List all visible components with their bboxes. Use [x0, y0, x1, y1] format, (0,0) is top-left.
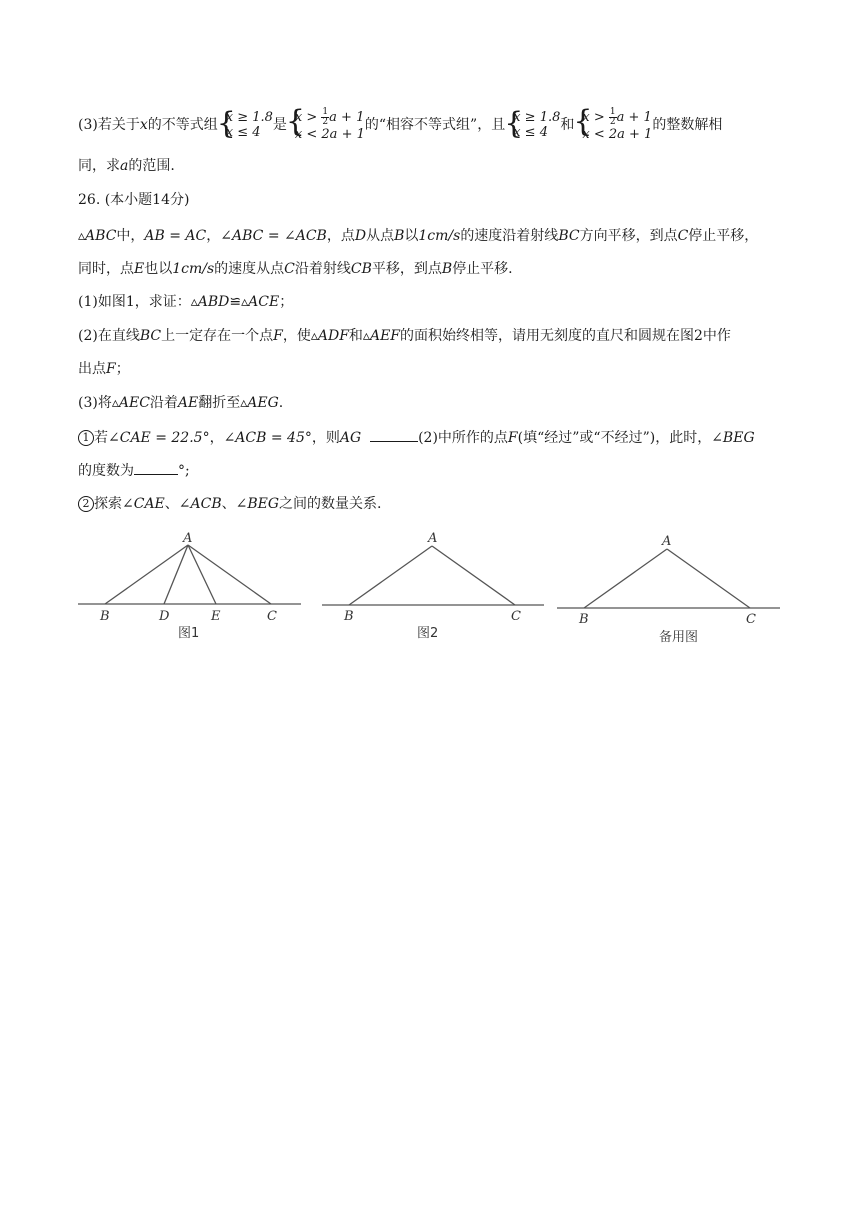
text: ，使▵	[282, 328, 318, 344]
math: ABD	[197, 294, 230, 310]
math: E	[134, 261, 145, 277]
math: AB = AC	[144, 228, 207, 244]
sys-row: x < 2a + 1	[582, 127, 653, 142]
text: 方向平移，到点	[579, 228, 678, 244]
text: 的不等式组	[147, 117, 218, 133]
text: ，	[209, 430, 224, 446]
math: AE	[177, 395, 199, 411]
math: 1cm/s	[172, 261, 215, 277]
text: ▵	[78, 228, 86, 244]
math: ∠ACB = 45°	[223, 430, 312, 446]
fig2-label-c: C	[511, 609, 521, 624]
text: (2)在直线	[78, 328, 140, 344]
sys-row: x ≤ 4	[225, 125, 261, 140]
text: ，则	[311, 430, 340, 446]
text: 同时，点	[78, 261, 134, 277]
math: 1cm/s	[418, 228, 461, 244]
fig3-segment-ab	[584, 549, 667, 608]
text: ≌▵	[229, 294, 249, 310]
text: 停止平移，	[688, 228, 759, 244]
text: 上一定存在一个点	[161, 328, 274, 344]
text: ；	[115, 361, 130, 377]
frac-num: 1	[609, 107, 616, 117]
math: AG	[339, 430, 362, 446]
text: 中，	[116, 228, 145, 244]
math: F	[106, 361, 116, 377]
math: F	[507, 430, 518, 446]
math: ACE	[248, 294, 280, 310]
text: 从点	[366, 228, 395, 244]
text: °;	[178, 463, 190, 479]
math: D	[354, 228, 367, 244]
fig3-segment-ac	[667, 549, 750, 608]
question-number: 26. (本小题14分)	[78, 192, 190, 208]
text: (2)中所作的点	[418, 430, 508, 446]
fig2-segment-ab	[349, 546, 432, 605]
text: 的速度沿着射线	[460, 228, 559, 244]
text: 的速度从点	[214, 261, 285, 277]
fig3-caption: 备用图	[659, 630, 699, 645]
fig2-caption: 图2	[417, 626, 439, 641]
text: 的“相容不等式组”，且	[364, 117, 506, 133]
text: 探索	[94, 496, 122, 512]
text: 沿着射线	[294, 261, 351, 277]
math: ABC	[85, 228, 117, 244]
math: BC	[558, 228, 580, 244]
text: ；	[279, 294, 294, 310]
text: (3)若关于	[78, 117, 140, 133]
text: 同，求	[78, 158, 120, 174]
text: 、	[221, 496, 236, 512]
sys-row: { x ≥ 1.8	[225, 110, 273, 125]
text: 停止平移.	[452, 261, 513, 277]
fig3-label-a: A	[662, 534, 672, 549]
text: 和▵	[348, 328, 370, 344]
text: 也以	[144, 261, 173, 277]
math: C	[284, 261, 295, 277]
frac-den: 2	[322, 117, 329, 127]
math: ∠BEG	[235, 496, 280, 512]
math: AEG	[247, 395, 279, 411]
text: .	[278, 395, 284, 411]
math: B	[441, 261, 453, 277]
text: 的度数为	[78, 463, 134, 479]
text: 翻折至▵	[198, 395, 248, 411]
text: 出点	[78, 361, 106, 377]
fig1-caption: 图1	[178, 626, 200, 641]
var-x: x	[139, 117, 148, 133]
fig1-label-d: D	[159, 609, 170, 624]
sys-row-part: x >	[582, 110, 609, 125]
fig2-segment-ac	[432, 546, 515, 605]
fig1-label-c: C	[267, 609, 277, 624]
fig1-label-a: A	[183, 531, 193, 546]
fig2-label-a: A	[428, 531, 438, 546]
fig1-segment-ac	[188, 545, 271, 604]
text: 是	[272, 117, 287, 133]
math: B	[394, 228, 405, 244]
fig3-label-c: C	[746, 612, 756, 627]
text: 以	[404, 228, 419, 244]
text: (填“经过”或“不经过”)，此时，	[517, 430, 712, 446]
text: 之间的数量关系.	[279, 496, 382, 512]
text: 的面积始终相等，请用无刻度的直尺和圆规在图2中作	[400, 328, 731, 344]
text: ，点	[326, 228, 355, 244]
math: ∠ABC = ∠ACB	[220, 228, 327, 244]
circled-number: 2	[78, 496, 94, 512]
frac-den: 2	[609, 117, 616, 127]
sys-row-part: x >	[294, 110, 322, 125]
math: CB	[350, 261, 372, 277]
math: AEC	[118, 395, 150, 411]
sys-row-part: a + 1	[329, 110, 365, 125]
math: F	[273, 328, 283, 344]
frac-num: 1	[322, 107, 329, 117]
fig1-label-e: E	[211, 609, 221, 624]
fig2-label-b: B	[344, 609, 354, 624]
text: 的范围.	[128, 158, 175, 174]
math: C	[677, 228, 689, 244]
text: ，	[206, 228, 221, 244]
text: 若	[94, 430, 108, 446]
math: ∠CAE	[122, 496, 165, 512]
text: 沿着	[149, 395, 178, 411]
math: ∠ACB	[178, 496, 222, 512]
math: AEF	[369, 328, 400, 344]
math: ∠CAE = 22.5°	[108, 430, 210, 446]
text: 平移，到点	[371, 261, 442, 277]
fig1-segment-ae	[188, 545, 216, 604]
math: BC	[139, 328, 162, 344]
fig1-label-b: B	[100, 609, 110, 624]
sys-row: x ≤ 4	[513, 125, 548, 140]
text: 的整数解相	[652, 117, 723, 133]
text: (1)如图1，求证：▵	[78, 294, 198, 310]
text: (3)将▵	[78, 395, 119, 411]
text: 和	[560, 117, 575, 133]
sys-row-part: a + 1	[616, 110, 652, 125]
sys-row: x < 2a + 1	[294, 127, 365, 142]
fig3-label-b: B	[579, 612, 589, 627]
circled-number: 1	[78, 430, 94, 446]
math: ADF	[317, 328, 349, 344]
sys-row: { x ≥ 1.8	[513, 110, 561, 125]
text: 、	[164, 496, 179, 512]
math: ∠BEG	[711, 430, 755, 446]
var-a: a	[120, 158, 129, 174]
